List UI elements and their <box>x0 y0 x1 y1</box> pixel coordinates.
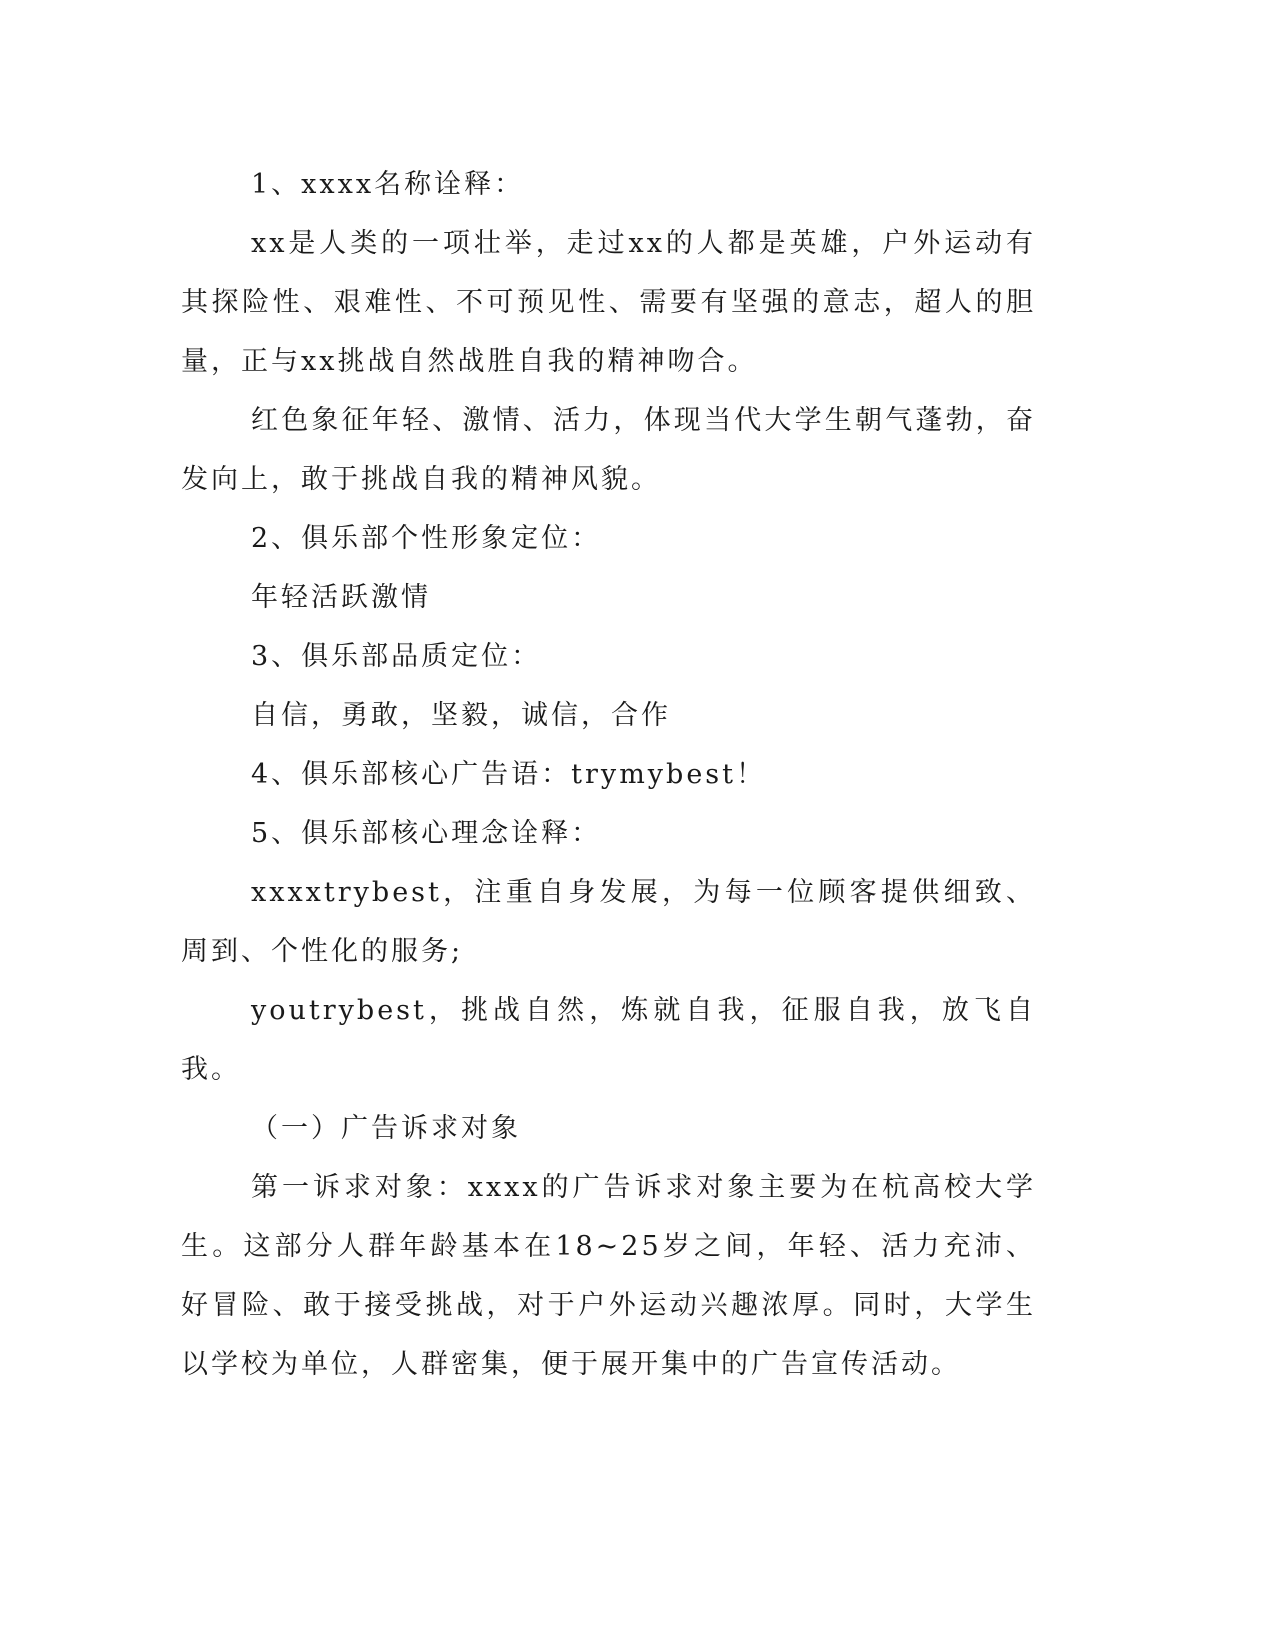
heading-core-slogan: 4、俱乐部核心广告语：trymybest！ <box>251 759 767 790</box>
heading-core-philosophy: 5、俱乐部核心理念诠释： <box>251 818 602 849</box>
paragraph-quality-positioning: 自信，勇敢，坚毅，诚信，合作 <box>251 700 671 731</box>
heading-ad-target: （一）广告诉求对象 <box>251 1113 521 1144</box>
paragraph-philosophy-service: xxxxtrybest，注重自身发展，为每一位顾客提供细致、周到、个性化的服务; <box>181 877 1036 967</box>
paragraph-red-symbolism: 红色象征年轻、激情、活力，体现当代大学生朝气蓬勃，奋发向上，敢于挑战自我的精神风貌。 <box>181 405 1036 495</box>
heading-name-explanation: 1、xxxx名称诠释： <box>251 169 525 200</box>
paragraph-image-positioning: 年轻活跃激情 <box>251 582 431 613</box>
heading-image-positioning: 2、俱乐部个性形象定位： <box>251 523 602 554</box>
heading-quality-positioning: 3、俱乐部品质定位： <box>251 641 542 672</box>
paragraph-philosophy-challenge: youtrybest，挑战自然，炼就自我，征服自我，放飞自我。 <box>181 995 1036 1085</box>
paragraph-name-meaning: xx是人类的一项壮举，走过xx的人都是英雄，户外运动有其探险性、艰难性、不可预见性、需要有坚强的意志，超人的胆量，正与xx挑战自然战胜自我的精神吻合。 <box>181 228 1036 377</box>
paragraph-primary-target: 第一诉求对象：xxxx的广告诉求对象主要为在杭高校大学生。这部分人群年龄基本在18~25岁之间，年轻、活力充沛、好冒险、敢于接受挑战，对于户外运动兴趣浓厚。同时，大学生以学校为单位，人群密集，便于展开集中的广告宣传活动。 <box>181 1172 1036 1380</box>
document-body <box>181 155 1036 1394</box>
